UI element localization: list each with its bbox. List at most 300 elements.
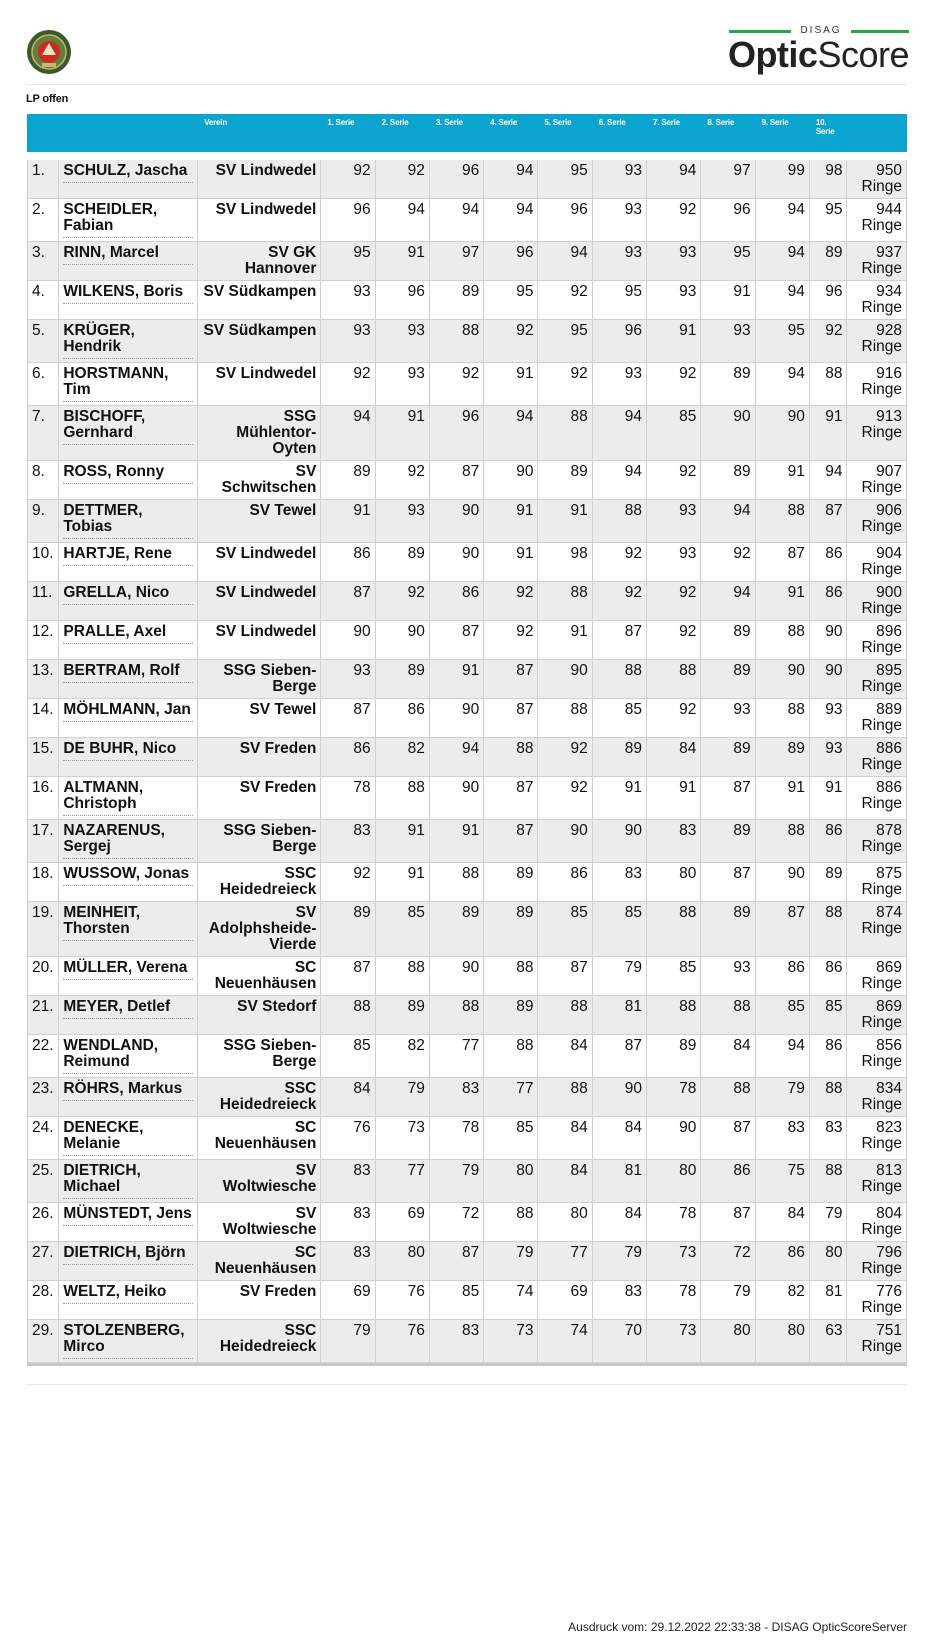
series-cell: 88 <box>376 777 430 820</box>
series-cell: 83 <box>593 1281 647 1320</box>
series-cell: 88 <box>810 902 848 957</box>
series-cell: 93 <box>701 320 755 363</box>
series-cell: 96 <box>430 406 484 461</box>
series-cell: 81 <box>593 996 647 1035</box>
series-cell: 91 <box>593 777 647 820</box>
series-cell: 91 <box>376 242 430 281</box>
shooter-name: DIETRICH, Björn <box>63 1245 193 1265</box>
total-cell: 869 Ringe <box>847 957 907 996</box>
series-cell: 97 <box>430 242 484 281</box>
series-cell: 87 <box>430 1242 484 1281</box>
series-cell: 92 <box>647 363 701 406</box>
series-cell: 96 <box>701 199 755 242</box>
series-cell: 94 <box>647 160 701 199</box>
series-cell: 63 <box>810 1320 848 1363</box>
series-cell: 90 <box>593 820 647 863</box>
series-cell: 86 <box>810 957 848 996</box>
series-cell: 83 <box>321 1203 375 1242</box>
club-cell: SV Südkampen <box>198 281 321 320</box>
series-cell: 80 <box>810 1242 848 1281</box>
shooter-name: MEYER, Detlef <box>63 999 193 1019</box>
rank-cell: 4. <box>27 281 59 320</box>
series-cell: 77 <box>484 1078 538 1117</box>
series-cell: 92 <box>593 582 647 621</box>
series-cell: 90 <box>430 699 484 738</box>
table-row <box>27 500 907 543</box>
name-cell <box>59 406 198 461</box>
name-cell <box>59 461 198 500</box>
series-cell: 89 <box>321 461 375 500</box>
series-cell: 85 <box>538 902 592 957</box>
rank-cell: 23. <box>27 1078 59 1117</box>
series-cell: 87 <box>484 820 538 863</box>
series-cell: 91 <box>538 621 592 660</box>
series-cell: 90 <box>430 543 484 582</box>
table-row <box>27 461 907 500</box>
series-cell: 88 <box>756 621 810 660</box>
total-cell: 906 Ringe <box>847 500 907 543</box>
series-cell: 95 <box>756 320 810 363</box>
series-cell: 87 <box>321 582 375 621</box>
series-cell: 90 <box>810 621 848 660</box>
series-cell: 89 <box>701 820 755 863</box>
club-cell: SV Lindwedel <box>198 160 321 199</box>
total-cell: 776 Ringe <box>847 1281 907 1320</box>
name-cell <box>59 1035 198 1078</box>
series-cell: 92 <box>321 363 375 406</box>
series-cell: 90 <box>756 660 810 699</box>
series-cell: 87 <box>321 957 375 996</box>
rank-cell: 21. <box>27 996 59 1035</box>
series-cell: 87 <box>484 777 538 820</box>
series-cell: 89 <box>701 461 755 500</box>
table-bottom-border <box>27 1363 907 1366</box>
series-cell: 91 <box>538 500 592 543</box>
series-cell: 94 <box>756 242 810 281</box>
total-cell: 889 Ringe <box>847 699 907 738</box>
series-cell: 87 <box>484 660 538 699</box>
series-cell: 88 <box>430 996 484 1035</box>
name-cell <box>59 582 198 621</box>
series-cell: 92 <box>593 543 647 582</box>
series-cell: 69 <box>376 1203 430 1242</box>
series-cell: 79 <box>430 1160 484 1203</box>
total-cell: 751 Ringe <box>847 1320 907 1363</box>
series-cell: 94 <box>430 738 484 777</box>
series-cell: 90 <box>647 1117 701 1160</box>
series-cell: 95 <box>810 199 848 242</box>
table-row <box>27 242 907 281</box>
series-cell: 89 <box>701 363 755 406</box>
series-cell: 69 <box>538 1281 592 1320</box>
series-cell: 85 <box>376 902 430 957</box>
name-cell <box>59 996 198 1035</box>
series-cell: 94 <box>484 406 538 461</box>
series-cell: 87 <box>538 957 592 996</box>
series-cell: 90 <box>321 621 375 660</box>
series-cell: 87 <box>701 1117 755 1160</box>
series-cell: 82 <box>376 1035 430 1078</box>
series-cell: 90 <box>810 660 848 699</box>
series-cell: 84 <box>647 738 701 777</box>
series-cell: 88 <box>484 738 538 777</box>
table-row <box>27 957 907 996</box>
series-cell: 92 <box>647 699 701 738</box>
series-cell: 93 <box>593 199 647 242</box>
club-cell: SV Stedorf <box>198 996 321 1035</box>
table-row <box>27 320 907 363</box>
name-cell <box>59 242 198 281</box>
series-cell: 93 <box>701 957 755 996</box>
shooter-name: WUSSOW, Jonas <box>63 866 193 886</box>
club-cell: SC Neuenhäusen <box>198 1242 321 1281</box>
name-cell <box>59 1320 198 1363</box>
rank-cell: 28. <box>27 1281 59 1320</box>
series-cell: 95 <box>593 281 647 320</box>
series-cell: 96 <box>593 320 647 363</box>
series-cell: 94 <box>321 406 375 461</box>
club-cell: SV Lindwedel <box>198 199 321 242</box>
series-cell: 91 <box>321 500 375 543</box>
series-cell: 87 <box>701 1203 755 1242</box>
rank-cell: 20. <box>27 957 59 996</box>
series-cell: 92 <box>484 320 538 363</box>
series-cell: 89 <box>376 543 430 582</box>
series-cell: 92 <box>321 160 375 199</box>
table-row <box>27 777 907 820</box>
series-cell: 78 <box>647 1281 701 1320</box>
series-cell: 91 <box>376 863 430 902</box>
series-cell: 88 <box>701 1078 755 1117</box>
series-cell: 80 <box>756 1320 810 1363</box>
table-row <box>27 582 907 621</box>
series-cell: 85 <box>484 1117 538 1160</box>
series-cell: 73 <box>484 1320 538 1363</box>
name-cell <box>59 1117 198 1160</box>
series-cell: 80 <box>376 1242 430 1281</box>
series-cell: 89 <box>430 902 484 957</box>
club-cell: SSG Mühlentor-Oyten <box>198 406 321 461</box>
series-cell: 87 <box>430 461 484 500</box>
series-cell: 84 <box>593 1117 647 1160</box>
club-cell: SV Tewel <box>198 699 321 738</box>
shooter-name: WILKENS, Boris <box>63 284 193 304</box>
series-cell: 87 <box>756 543 810 582</box>
series-cell: 82 <box>756 1281 810 1320</box>
series-cell: 93 <box>593 160 647 199</box>
opticscore-logo <box>729 25 909 75</box>
name-cell <box>59 1078 198 1117</box>
table-row <box>27 820 907 863</box>
series-cell: 84 <box>538 1035 592 1078</box>
series-cell: 94 <box>593 406 647 461</box>
series-cell: 93 <box>321 660 375 699</box>
total-cell: 869 Ringe <box>847 996 907 1035</box>
table-row <box>27 1320 907 1363</box>
rank-cell: 13. <box>27 660 59 699</box>
club-cell: SSC Heidedreieck <box>198 1320 321 1363</box>
series-cell: 92 <box>647 582 701 621</box>
table-row <box>27 863 907 902</box>
header-divider <box>26 84 907 85</box>
series-cell: 76 <box>376 1320 430 1363</box>
total-cell: 886 Ringe <box>847 777 907 820</box>
series-cell: 70 <box>593 1320 647 1363</box>
series-cell: 84 <box>756 1203 810 1242</box>
rank-cell: 12. <box>27 621 59 660</box>
series-cell: 77 <box>376 1160 430 1203</box>
series-cell: 95 <box>701 242 755 281</box>
series-cell: 91 <box>647 320 701 363</box>
name-cell <box>59 699 198 738</box>
series-cell: 97 <box>701 160 755 199</box>
series-cell: 86 <box>810 820 848 863</box>
series-cell: 72 <box>701 1242 755 1281</box>
series-cell: 77 <box>538 1242 592 1281</box>
series-cell: 85 <box>810 996 848 1035</box>
series-cell: 92 <box>701 543 755 582</box>
total-cell: 834 Ringe <box>847 1078 907 1117</box>
series-cell: 84 <box>321 1078 375 1117</box>
table-row <box>27 199 907 242</box>
series-cell: 89 <box>810 863 848 902</box>
shooter-name: ROSS, Ronny <box>63 464 193 484</box>
column-header: 8. Serie <box>701 114 755 152</box>
rank-cell: 10. <box>27 543 59 582</box>
shooter-name: NAZARENUS, Sergej <box>63 823 193 859</box>
series-cell: 89 <box>484 902 538 957</box>
series-cell: 78 <box>647 1078 701 1117</box>
series-cell: 96 <box>810 281 848 320</box>
club-cell: SV GK Hannover <box>198 242 321 281</box>
shooter-name: MEINHEIT, Thorsten <box>63 905 193 941</box>
series-cell: 73 <box>647 1320 701 1363</box>
club-cell: SV Lindwedel <box>198 363 321 406</box>
rank-cell: 18. <box>27 863 59 902</box>
shooter-name: ALTMANN, Christoph <box>63 780 193 816</box>
series-cell: 91 <box>484 543 538 582</box>
rank-cell: 17. <box>27 820 59 863</box>
club-cell: SC Neuenhäusen <box>198 957 321 996</box>
series-cell: 80 <box>647 863 701 902</box>
rank-cell: 5. <box>27 320 59 363</box>
series-cell: 90 <box>701 406 755 461</box>
shooter-name: DE BUHR, Nico <box>63 741 193 761</box>
series-cell: 85 <box>593 699 647 738</box>
series-cell: 90 <box>538 820 592 863</box>
series-cell: 85 <box>430 1281 484 1320</box>
series-cell: 83 <box>810 1117 848 1160</box>
series-cell: 76 <box>376 1281 430 1320</box>
series-cell: 92 <box>484 582 538 621</box>
series-cell: 89 <box>430 281 484 320</box>
rank-cell: 6. <box>27 363 59 406</box>
series-cell: 92 <box>430 363 484 406</box>
series-cell: 89 <box>484 863 538 902</box>
table-row <box>27 1035 907 1078</box>
series-cell: 84 <box>538 1117 592 1160</box>
series-cell: 94 <box>484 160 538 199</box>
rank-cell: 25. <box>27 1160 59 1203</box>
series-cell: 88 <box>810 363 848 406</box>
series-cell: 79 <box>376 1078 430 1117</box>
series-cell: 94 <box>701 500 755 543</box>
series-cell: 89 <box>484 996 538 1035</box>
series-cell: 89 <box>376 996 430 1035</box>
rank-cell: 7. <box>27 406 59 461</box>
series-cell: 81 <box>810 1281 848 1320</box>
series-cell: 91 <box>756 777 810 820</box>
series-cell: 88 <box>810 1078 848 1117</box>
series-cell: 88 <box>756 699 810 738</box>
table-row <box>27 1281 907 1320</box>
series-cell: 73 <box>376 1117 430 1160</box>
series-cell: 93 <box>810 738 848 777</box>
series-cell: 78 <box>647 1203 701 1242</box>
shooter-name: PRALLE, Axel <box>63 624 193 644</box>
series-cell: 86 <box>810 582 848 621</box>
club-cell: SSG Sieben-Berge <box>198 1035 321 1078</box>
series-cell: 91 <box>376 820 430 863</box>
name-cell <box>59 1160 198 1203</box>
series-cell: 76 <box>321 1117 375 1160</box>
rank-cell: 16. <box>27 777 59 820</box>
series-cell: 74 <box>484 1281 538 1320</box>
shooter-name: RINN, Marcel <box>63 245 193 265</box>
series-cell: 84 <box>701 1035 755 1078</box>
total-cell: 886 Ringe <box>847 738 907 777</box>
shooter-name: STOLZENBERG, Mirco <box>63 1323 193 1359</box>
table-header <box>27 114 907 152</box>
name-cell <box>59 1203 198 1242</box>
series-cell: 93 <box>647 242 701 281</box>
series-cell: 80 <box>538 1203 592 1242</box>
series-cell: 92 <box>321 863 375 902</box>
table-row <box>27 281 907 320</box>
series-cell: 89 <box>701 621 755 660</box>
table-row <box>27 1160 907 1203</box>
series-cell: 86 <box>321 543 375 582</box>
series-cell: 80 <box>647 1160 701 1203</box>
series-cell: 91 <box>376 406 430 461</box>
total-cell: 896 Ringe <box>847 621 907 660</box>
series-cell: 96 <box>430 160 484 199</box>
series-cell: 86 <box>538 863 592 902</box>
series-cell: 88 <box>810 1160 848 1203</box>
table-row <box>27 902 907 957</box>
table-row <box>27 660 907 699</box>
series-cell: 85 <box>756 996 810 1035</box>
column-header: 5. Serie <box>538 114 592 152</box>
total-cell: 944 Ringe <box>847 199 907 242</box>
series-cell: 83 <box>647 820 701 863</box>
series-cell: 93 <box>593 242 647 281</box>
series-cell: 90 <box>376 621 430 660</box>
series-cell: 94 <box>756 1035 810 1078</box>
name-cell <box>59 660 198 699</box>
series-cell: 89 <box>756 738 810 777</box>
table-row <box>27 621 907 660</box>
series-cell: 89 <box>321 902 375 957</box>
total-cell: 823 Ringe <box>847 1117 907 1160</box>
series-cell: 89 <box>810 242 848 281</box>
series-cell: 92 <box>810 320 848 363</box>
series-cell: 94 <box>756 199 810 242</box>
club-cell: SV Lindwedel <box>198 543 321 582</box>
footer-divider <box>26 1384 907 1385</box>
club-cell: SV Lindwedel <box>198 621 321 660</box>
series-cell: 85 <box>647 406 701 461</box>
club-cell: SV Lindwedel <box>198 582 321 621</box>
series-cell: 83 <box>430 1320 484 1363</box>
shooter-name: SCHULZ, Jascha <box>63 163 193 183</box>
name-cell <box>59 199 198 242</box>
total-cell: 878 Ringe <box>847 820 907 863</box>
series-cell: 96 <box>321 199 375 242</box>
series-cell: 69 <box>321 1281 375 1320</box>
series-cell: 83 <box>430 1078 484 1117</box>
series-cell: 79 <box>321 1320 375 1363</box>
series-cell: 82 <box>376 738 430 777</box>
column-header: 3. Serie <box>430 114 484 152</box>
column-header: 7. Serie <box>647 114 701 152</box>
series-cell: 79 <box>593 957 647 996</box>
series-cell: 83 <box>321 1242 375 1281</box>
series-cell: 88 <box>321 996 375 1035</box>
series-cell: 79 <box>756 1078 810 1117</box>
series-cell: 98 <box>810 160 848 199</box>
series-cell: 93 <box>701 699 755 738</box>
series-cell: 77 <box>430 1035 484 1078</box>
series-cell: 88 <box>756 820 810 863</box>
series-cell: 94 <box>430 199 484 242</box>
series-cell: 74 <box>538 1320 592 1363</box>
brand-bold: Optic <box>727 34 818 75</box>
series-cell: 88 <box>484 1203 538 1242</box>
name-cell <box>59 1281 198 1320</box>
name-cell <box>59 160 198 199</box>
results-table <box>27 114 907 1363</box>
club-cell: SC Neuenhäusen <box>198 1117 321 1160</box>
table-row <box>27 1078 907 1117</box>
series-cell: 88 <box>593 500 647 543</box>
total-cell: 813 Ringe <box>847 1160 907 1203</box>
club-cell: SSG Sieben-Berge <box>198 820 321 863</box>
table-row <box>27 1117 907 1160</box>
total-cell: 875 Ringe <box>847 863 907 902</box>
series-cell: 95 <box>538 160 592 199</box>
club-logo <box>26 29 72 75</box>
series-cell: 79 <box>593 1242 647 1281</box>
series-cell: 85 <box>593 902 647 957</box>
shooter-name: DENECKE, Melanie <box>63 1120 193 1156</box>
column-header: 6. Serie <box>593 114 647 152</box>
name-cell <box>59 957 198 996</box>
name-cell <box>59 738 198 777</box>
series-cell: 86 <box>701 1160 755 1203</box>
series-cell: 89 <box>701 660 755 699</box>
name-cell <box>59 500 198 543</box>
series-cell: 94 <box>376 199 430 242</box>
series-cell: 86 <box>430 582 484 621</box>
column-header: Verein <box>198 114 321 152</box>
rank-cell: 22. <box>27 1035 59 1078</box>
series-cell: 88 <box>647 902 701 957</box>
series-cell: 78 <box>321 777 375 820</box>
series-cell: 73 <box>647 1242 701 1281</box>
club-cell: SV Woltwiesche <box>198 1160 321 1203</box>
series-cell: 87 <box>810 500 848 543</box>
